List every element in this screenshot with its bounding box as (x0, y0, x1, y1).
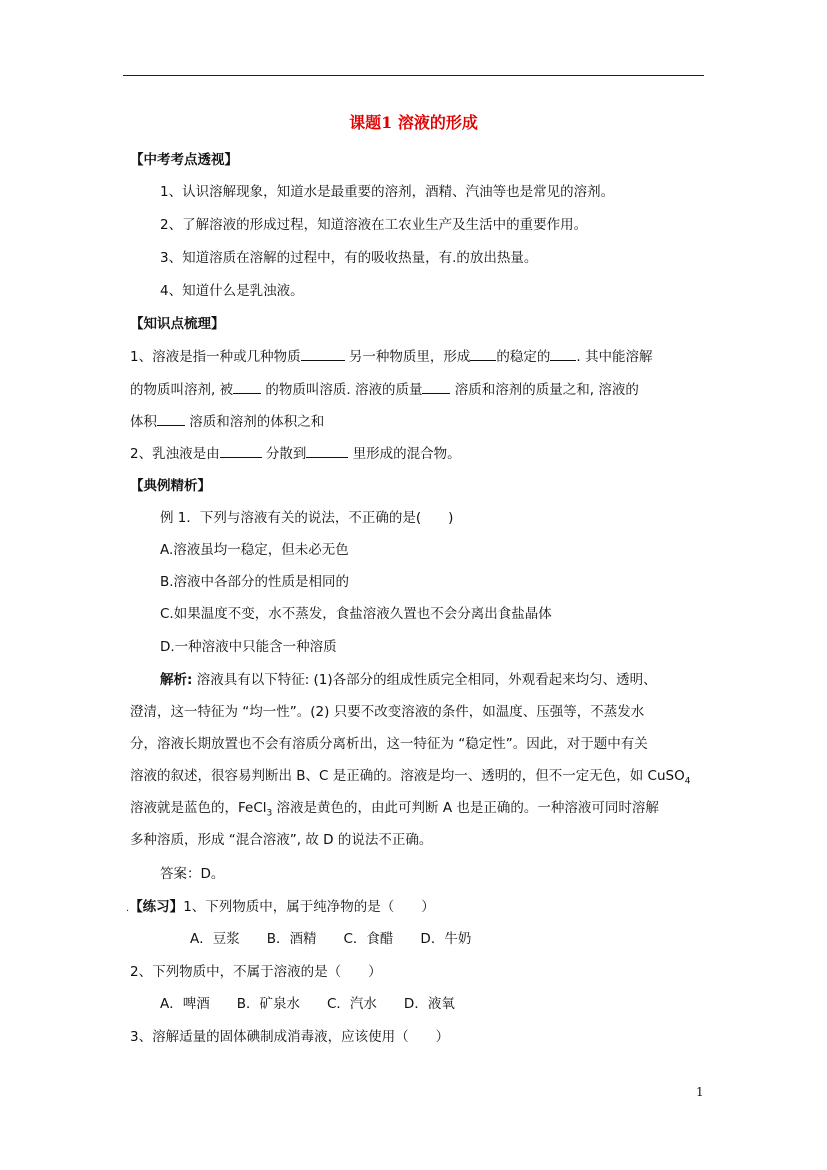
header-rule (123, 75, 704, 76)
practice-q1-line (126, 897, 435, 919)
knowledge-text: 的物质叫溶质. 溶液的质量 (265, 382, 423, 398)
section-heading-knowledge: 【知识点梳理】 (130, 316, 225, 332)
analysis-label: 解析: (160, 672, 193, 688)
example-option-b: B.溶液中各部分的性质是相同的 (160, 574, 350, 590)
fill-blank[interactable] (220, 443, 262, 458)
knowledge-text: 2、乳浊液是由 (130, 446, 220, 462)
fill-blank[interactable] (233, 379, 261, 394)
knowledge-text: 另一种物质里，形成 (348, 349, 471, 365)
fill-blank[interactable] (470, 346, 496, 361)
practice-q2-options: A．啤酒 B．矿泉水 C．汽水 D．液氧 (160, 996, 455, 1012)
analysis-line-6: 多种溶质，形成 “混合溶液”, 故 D 的说法不正确。 (130, 832, 433, 848)
knowledge-text: 的稳定的 (496, 349, 551, 365)
analysis-line-3: 分，溶液长期放置也不会有溶质分离析出，这一特征为 “稳定性”。因此，对于题中有关 (130, 736, 648, 752)
answer: 答案：D。 (160, 866, 225, 882)
stray-dot: . (126, 903, 130, 914)
practice-q2: 2、下列物质中，不属于溶液的是（ ） (130, 964, 382, 980)
analysis-text: 溶液的叙述，很容易判断出 B、C 是正确的。溶液是均一、透明的，但不一定无色，如 CuSO (130, 768, 685, 784)
practice-label: 【练习】 (129, 899, 184, 915)
subscript: 4 (684, 776, 691, 787)
key-point-2: 2、了解溶液的形成过程，知道溶液在工农业生产及生活中的重要作用。 (160, 217, 588, 233)
knowledge-text: 的物质叫溶剂, 被 (130, 382, 234, 398)
knowledge-line-3 (130, 411, 324, 432)
analysis-text: 溶液具有以下特征: (1)各部分的组成性质完全相同，外观看起来均匀、透明、 (192, 672, 657, 688)
analysis-text: 溶液是黄色的，由此可判断 A 也是正确的。一种溶液可同时溶解 (272, 800, 659, 816)
example-option-c: C.如果温度不变，水不蒸发，食盐溶液久置也不会分离出食盐晶体 (160, 606, 552, 622)
knowledge-text: 体积 (130, 414, 157, 430)
knowledge-text: 里形成的混合物。 (352, 446, 461, 462)
analysis-line-2: 澄清，这一特征为 “均一性”。(2) 只要不改变溶液的条件，如温度、压强等，不蒸发水 (130, 704, 645, 720)
knowledge-line-4 (130, 443, 461, 464)
key-point-1: 1、认识溶解现象，知道水是最重要的溶剂，酒精、汽油等也是常见的溶剂。 (160, 184, 615, 200)
section-heading-examples: 【典例精析】 (130, 478, 211, 494)
analysis-text: 溶液就是蓝色的，FeCl (130, 800, 267, 816)
knowledge-line-2 (130, 379, 639, 400)
analysis-line-4 (130, 766, 690, 792)
example-option-a: A.溶液虽均一稳定，但未必无色 (160, 542, 349, 558)
section-heading-key-points: 【中考考点透视】 (130, 152, 238, 168)
practice-q1-options: A．豆浆 B．酒精 C．食醋 D．牛奶 (190, 931, 472, 947)
knowledge-text: . 其中能溶解 (576, 349, 653, 365)
fill-blank[interactable] (157, 411, 185, 426)
practice-q3: 3、溶解适量的固体碘制成消毒液，应该使用（ ） (130, 1029, 450, 1045)
knowledge-line-1 (130, 346, 652, 367)
example-option-d: D.一种溶液中只能含一种溶质 (160, 639, 337, 655)
fill-blank[interactable] (550, 346, 576, 361)
key-point-4: 4、知道什么是乳浊液。 (160, 283, 304, 299)
practice-q1: 1、下列物质中，属于纯净物的是（ ） (183, 899, 435, 915)
example-question: 例 1．下列与溶液有关的说法，不正确的是( ) (160, 510, 454, 526)
analysis-line-5 (130, 798, 659, 824)
fill-blank[interactable] (306, 443, 348, 458)
subscript: 3 (266, 808, 273, 819)
page-number: 1 (696, 1085, 704, 1099)
page-title: 课题1 溶液的形成 (349, 113, 478, 132)
key-point-3: 3、知道溶质在溶解的过程中，有的吸收热量，有.的放出热量。 (160, 250, 538, 266)
knowledge-text: 溶质和溶剂的体积之和 (189, 414, 325, 430)
knowledge-text: 1、溶液是指一种或几种物质 (130, 349, 301, 365)
fill-blank[interactable] (422, 379, 450, 394)
fill-blank[interactable] (301, 346, 345, 361)
knowledge-text: 分散到 (265, 446, 307, 462)
knowledge-text: 溶质和溶剂的质量之和, 溶液的 (454, 382, 639, 398)
analysis-line-1 (160, 670, 657, 690)
